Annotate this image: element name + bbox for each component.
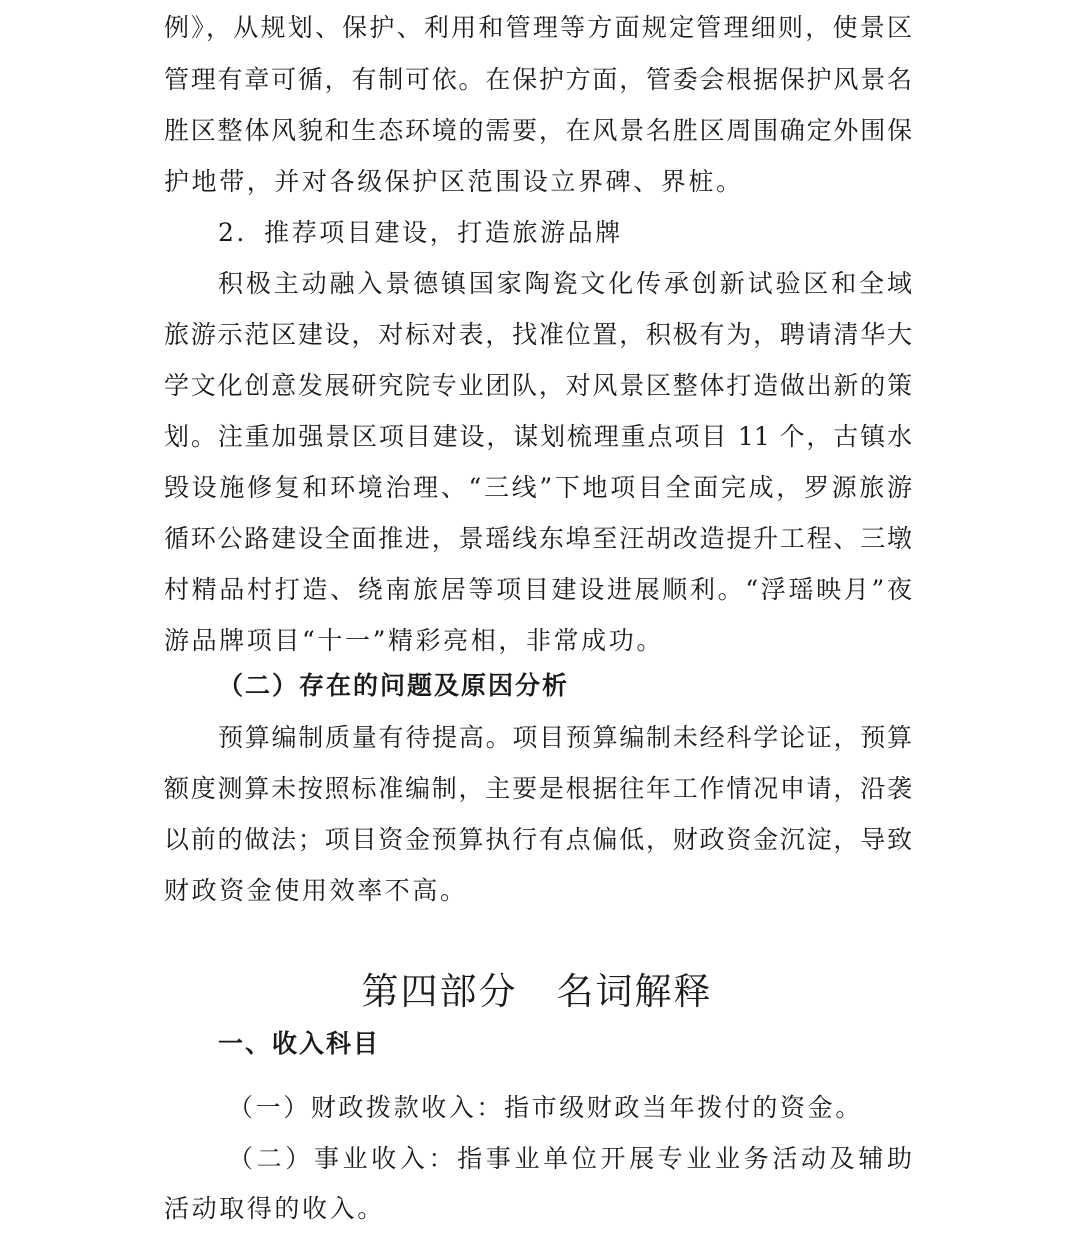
income-item: （一）财政拨款收入：指市级财政当年拨付的资金。 bbox=[228, 1093, 863, 1122]
paragraph-line: 旅游示范区建设，对标对表，找准位置，积极有为，聘请清华大 bbox=[164, 320, 912, 349]
paragraph-line: 积极主动融入景德镇国家陶瓷文化传承创新试验区和全域 bbox=[218, 269, 912, 298]
paragraph-line: 以前的做法；项目资金预算执行有点偏低，财政资金沉淀，导致 bbox=[164, 825, 912, 854]
paragraph-line: 村精品村打造、绕南旅居等项目建设进展顺利。“浮瑶映月”夜 bbox=[164, 575, 912, 604]
paragraph-line: 管理有章可循，有制可依。在保护方面，管委会根据保护风景名 bbox=[164, 65, 912, 94]
paragraph-line: 划。注重加强景区项目建设，谋划梳理重点项目 11 个，古镇水 bbox=[164, 422, 912, 451]
subheading: 2．推荐项目建设，打造旅游品牌 bbox=[218, 218, 623, 247]
income-item-continuation: 活动取得的收入。 bbox=[164, 1194, 385, 1223]
part-title: 第四部分 名词解释 bbox=[361, 970, 713, 1013]
paragraph-line: 循环公路建设全面推进，景瑶线东埠至汪胡改造提升工程、三墩 bbox=[164, 524, 912, 553]
paragraph-line: 胜区整体风貌和生态环境的需要，在风景名胜区周围确定外围保 bbox=[164, 116, 912, 145]
section-heading: 一、收入科目 bbox=[218, 1029, 381, 1058]
paragraph-line: 例》，从规划、保护、利用和管理等方面规定管理细则，使景区 bbox=[164, 13, 912, 42]
paragraph-line: 毁设施修复和环境治理、“三线”下地项目全面完成，罗源旅游 bbox=[164, 473, 912, 502]
paragraph-line: 学文化创意发展研究院专业团队，对风景区整体打造做出新的策 bbox=[164, 371, 912, 400]
paragraph-line: 护地带，并对各级保护区范围设立界碑、界桩。 bbox=[164, 167, 744, 196]
section-heading: （二）存在的问题及原因分析 bbox=[218, 671, 570, 700]
paragraph-line: 额度测算未按照标准编制，主要是根据往年工作情况申请，沿袭 bbox=[164, 774, 912, 803]
paragraph-line: 财政资金使用效率不高。 bbox=[164, 876, 468, 905]
income-item: （二）事业收入：指事业单位开展专业业务活动及辅助 bbox=[228, 1144, 912, 1173]
paragraph-line: 游品牌项目“十一”精彩亮相，非常成功。 bbox=[164, 626, 664, 655]
paragraph-line: 预算编制质量有待提高。项目预算编制未经科学论证，预算 bbox=[218, 723, 912, 752]
